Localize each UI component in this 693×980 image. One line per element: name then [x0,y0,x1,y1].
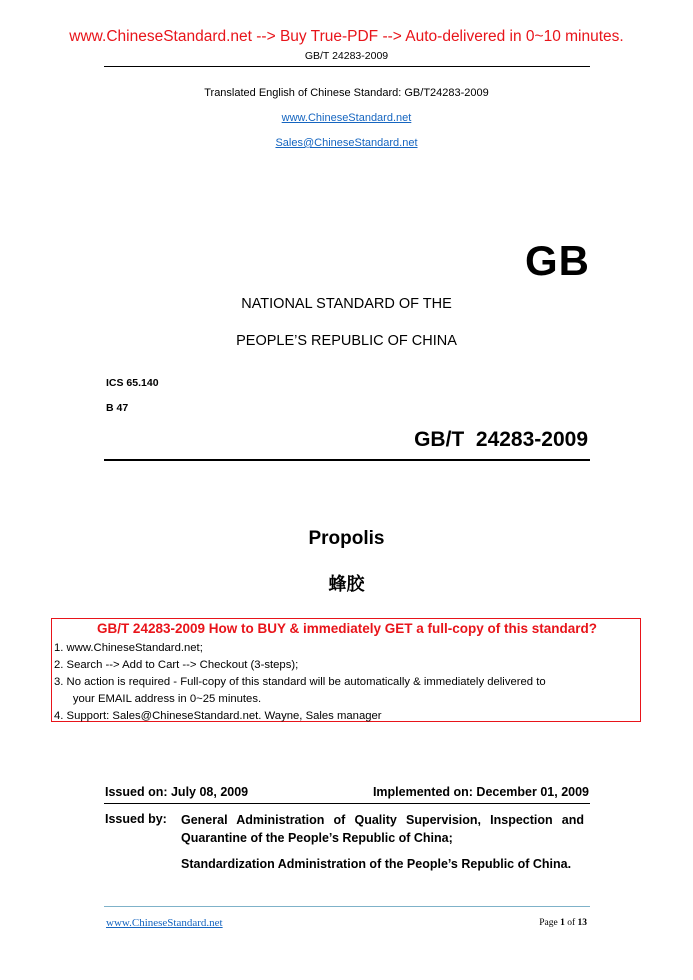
title-chinese: 蜂胶 [328,574,365,595]
footer-rule [104,906,590,907]
issue-rule [104,803,590,804]
page-current: 1 [560,918,565,928]
issuer-sac: Standardization Administration of the People’s Republic of China. [181,857,572,871]
gb-mark: GB [525,237,590,284]
issue-dates-row [105,785,589,799]
sales-email-link[interactable]: Sales@ChineseStandard.net [275,137,418,149]
page-of: of [564,918,578,928]
buy-step-3-continued: your EMAIL address in 0~25 minutes. [54,693,262,705]
page-prefix: Page [539,918,561,928]
national-standard-line1: NATIONAL STANDARD OF THE [241,296,452,312]
issued-by-label: Issued by: [105,812,167,826]
buy-step-1[interactable]: 1. www.ChineseStandard.net; [54,642,203,654]
buy-step-2: 2. Search --> Add to Cart --> Checkout (3-steps); [54,659,299,671]
issued-on: Issued on: July 08, 2009 [105,785,249,799]
issuer-aqsiq: General Administration of Quality Supervision, Inspection and Quarantine of the People’s Republic of China; [181,813,584,845]
running-header-code: GB/T 24283-2009 [304,50,389,62]
implemented-on: Implemented on: December 01, 2009 [372,785,589,799]
page-total: 13 [577,918,587,928]
buy-instructions-box [51,618,641,722]
standard-number: GB/T 24283-2009 [414,428,588,451]
promo-banner[interactable]: www.ChineseStandard.net --> Buy True-PDF --> Auto-delivered in 0~10 minutes. [69,28,624,45]
buy-step-4: 4. Support: Sales@ChineseStandard.net. Wayne, Sales manager [54,710,382,722]
page-number [539,918,587,928]
national-standard-line2: PEOPLE’S REPUBLIC OF CHINA [236,333,457,349]
website-link[interactable]: www.ChineseStandard.net [281,112,412,124]
ics-code: ICS 65.140 [106,377,159,389]
header-rule [104,66,590,67]
title-english: Propolis [308,528,385,549]
translated-line: Translated English of Chinese Standard: GB/T24283-2009 [204,87,489,99]
footer-website-link[interactable]: www.ChineseStandard.net [106,917,223,929]
ccs-code: B 47 [106,402,129,414]
buy-box-title[interactable]: GB/T 24283-2009 How to BUY & immediately GET a full-copy of this standard? [96,621,598,636]
title-rule [104,459,590,461]
buy-step-3: 3. No action is required - Full-copy of this standard will be automatically & immediately delivered to [54,676,546,688]
